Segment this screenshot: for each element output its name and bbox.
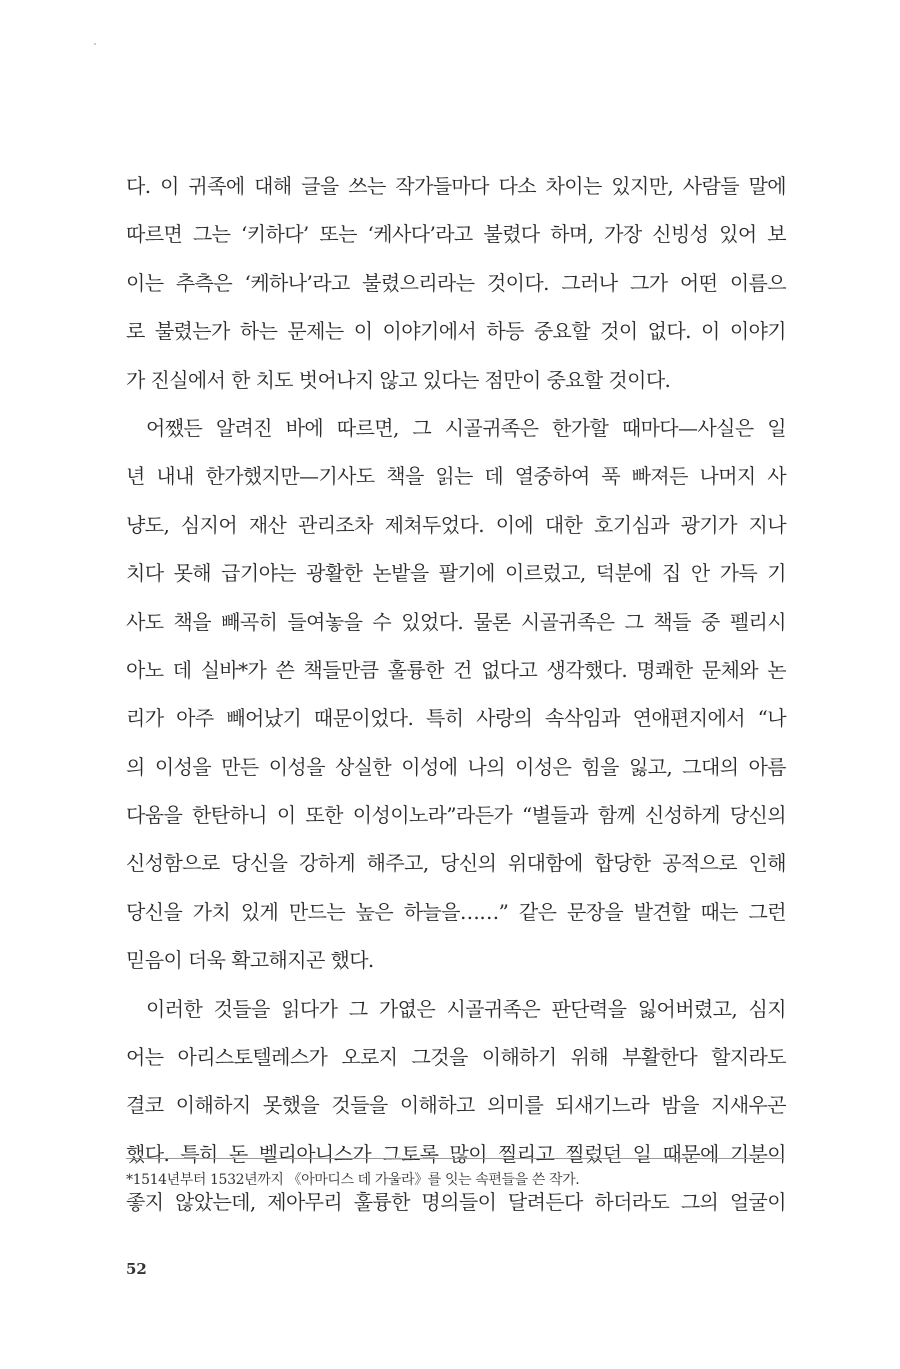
text-line: 치다 못해 급기야는 광활한 논밭을 팔기에 이르렀고, 덕분에 집 안 가득 기	[126, 561, 786, 586]
text-line: 결코 이해하지 못했을 것들을 이해하고 의미를 되새기느라 밤을 지새우곤	[126, 1093, 786, 1118]
text-line: 사도 책을 빼곡히 들여놓을 수 있었다. 물론 시골귀족은 그 책들 중 펠리시	[126, 609, 786, 634]
text-line: 이러한 것들을 읽다가 그 가엾은 시골귀족은 판단력을 잃어버렸고, 심지	[146, 996, 786, 1021]
text-line: 의 이성을 만든 이성을 상실한 이성에 나의 이성은 힘을 잃고, 그대의 아름	[126, 754, 786, 779]
text-line: 이는 추측은 ‘케하나’라고 불렸으리라는 것이다. 그러나 그가 어떤 이름으	[126, 270, 786, 295]
text-line: 했다. 특히 돈 벨리아니스가 그토록 많이 찔리고 찔렀던 일 때문에 기분이	[126, 1141, 786, 1166]
text-line: 어는 아리스토텔레스가 오로지 그것을 이해하기 위해 부활한다 할지라도	[126, 1045, 786, 1070]
text-line: 아노 데 실바*가 쓴 책들만큼 훌륭한 건 없다고 생각했다. 명쾌한 문체와 논	[126, 657, 786, 682]
footnote: *1514년부터 1532년까지 《아마디스 데 가울라》를 잇는 속편들을 쓴 작가.	[126, 1172, 580, 1188]
text-line: 다. 이 귀족에 대해 글을 쓰는 작가들마다 다소 차이는 있지만, 사람들 말에	[126, 174, 786, 198]
text-line: 리가 아주 빼어났기 때문이었다. 특히 사랑의 속삭임과 연애편지에서 “나	[126, 706, 786, 731]
text-line: 다움을 한탄하니 이 또한 이성이노라”라든가 “별들과 함께 신성하게 당신의	[126, 803, 786, 828]
text-line: 년 내내 한가했지만—기사도 책을 읽는 데 열중하여 푹 빠져든 나머지 사	[126, 464, 786, 489]
text-line: 가 진실에서 한 치도 벗어나지 않고 있다는 점만이 중요할 것이다.	[126, 367, 671, 392]
text-line: 어쨌든 알려진 바에 따르면, 그 시골귀족은 한가할 때마다—사실은 일	[146, 415, 786, 440]
footnote-divider	[126, 1158, 784, 1159]
body-text	[126, 162, 786, 1227]
text-line: 냥도, 심지어 재산 관리조차 제쳐두었다. 이에 대한 호기심과 광기가 지나	[126, 512, 786, 537]
text-line: 따르면 그는 ‘키하다’ 또는 ‘케사다’라고 불렸다 하며, 가장 신빙성 있어 보	[126, 222, 786, 247]
text-line: 좋지 않았는데, 제아무리 훌륭한 명의들이 달려든다 하더라도 그의 얼굴이	[126, 1190, 786, 1215]
text-line: 신성함으로 당신을 강하게 해주고, 당신의 위대함에 합당한 공적으로 인해	[126, 851, 786, 876]
text-line: 믿음이 더욱 확고해지곤 했다.	[126, 948, 374, 973]
text-line: 로 불렸는가 하는 문제는 이 이야기에서 하등 중요할 것이 없다. 이 이야기	[126, 319, 786, 344]
page-number: 52	[126, 1260, 147, 1278]
page-speck	[94, 43, 96, 45]
text-line: 당신을 가치 있게 만드는 높은 하늘을……” 같은 문장을 발견할 때는 그런	[126, 899, 786, 924]
